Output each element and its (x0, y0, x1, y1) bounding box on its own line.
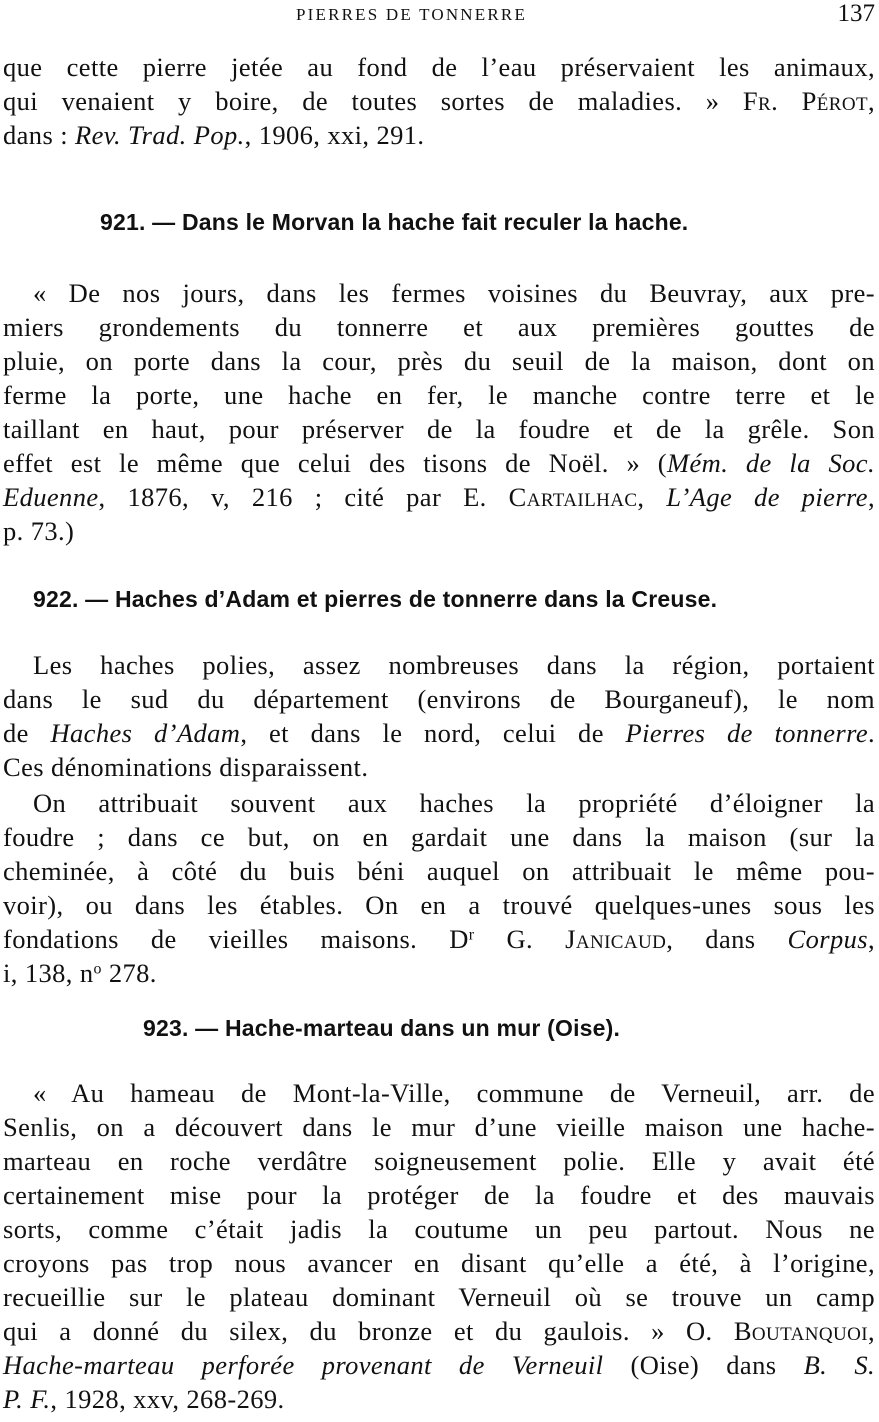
article-title: Hache-marteau perforée provenant de Verneuil (3, 1350, 604, 1380)
text-line: i, 138, $n^o$ 278. (3, 958, 157, 988)
journal-title: Rev. Trad. Pop. (75, 120, 245, 150)
author-name: Fr. Pérot (742, 86, 868, 116)
journal-title: Mém. de la Soc. (667, 448, 875, 478)
text-line: sorts, comme c’était jadis la coutume un peu partout. Nous ne (3, 1214, 875, 1244)
text-line: P. F., 1928, xxv, 268-269. (3, 1384, 285, 1414)
text-line: effet est le même que celui des tisons de Noël. » (Mém. de la Soc. (3, 448, 875, 478)
page-number: 137 (837, 0, 875, 27)
text-line: qui venaient y boire, de toutes sortes de maladies. » Fr. Pérot, (3, 86, 875, 116)
text-line: « De nos jours, dans les fermes voisines du Beuvray, aux pre- (33, 278, 875, 308)
text-line: « Au hameau de Mont-la-Ville, commune de Verneuil, arr. de (33, 1078, 875, 1108)
text-line: Eduenne, 1876, v, 216 ; cité par E. Cartailhac, L’Age de pierre, (3, 482, 875, 512)
text-line: certainement mise pour la protéger de la foudre et des mauvais (3, 1180, 875, 1210)
text-line: croyons pas trop nous avancer en disant qu’elle a été, à l’origine, (3, 1248, 875, 1278)
text-line: que cette pierre jetée au fond de l’eau préservaient les animaux, (3, 52, 875, 82)
text-line: On attribuait souvent aux haches la propriété d’éloigner la (33, 788, 875, 818)
text-line: taillant en haut, pour préserver de la foudre et de la grêle. Son (3, 414, 875, 444)
running-title: PIERRES DE TONNERRE (296, 5, 528, 24)
text-line: fondations de vieilles maisons. $D^r$ G. Janicaud, dans Corpus, (3, 924, 875, 954)
text-line: p. 73.) (3, 516, 75, 546)
text-line: voir), ou dans les étables. On en a trouvé quelques-unes sous les (3, 890, 875, 920)
text-line: pluie, on porte dans la cour, près du seuil de la maison, dont on (3, 346, 875, 376)
section-heading-923: 923. — Hache-marteau dans un mur (Oise). (143, 1015, 621, 1041)
section-heading-922: 922. — Haches d’Adam et pierres de tonnerre dans la Creuse. (33, 586, 718, 612)
text-line: dans le sud du département (environs de Bourganeuf), le nom (3, 684, 875, 714)
author-name: Janicaud (565, 924, 667, 954)
text-line: Senlis, on a découvert dans le mur d’une vieille maison une hache- (3, 1112, 875, 1142)
text-line: foudre ; dans ce but, on en gardait une dans la maison (sur la (3, 822, 875, 852)
text-line: recueillie sur le plateau dominant Verneuil où se trouve un camp (3, 1282, 875, 1312)
author-name: Boutanquoi (733, 1316, 868, 1346)
text-line: cheminée, à côté du buis béni auquel on attribuait le même pou- (3, 856, 875, 886)
journal-title: Corpus (787, 924, 868, 954)
page-header (0, 2, 879, 28)
text-line: de Haches d’Adam, et dans le nord, celui de Pierres de tonnerre. (3, 718, 876, 748)
text-line: miers grondements du tonnerre et aux premières gouttes de (3, 312, 875, 342)
author-name: Cartailhac (508, 482, 638, 512)
text-line: marteau en roche verdâtre soigneusement polie. Elle y avait été (3, 1146, 875, 1176)
text-line: Ces dénominations disparaissent. (3, 752, 369, 782)
text-line: Les haches polies, assez nombreuses dans la région, portaient (33, 650, 875, 680)
text-line: Hache-marteau perforée provenant de Verneuil (Oise) dans B. S. (3, 1350, 875, 1380)
book-title: L’Age de pierre (666, 482, 868, 512)
text-line: qui a donné du silex, du bronze et du gaulois. » O. Boutanquoi, (3, 1316, 875, 1346)
text-line: ferme la porte, une hache en fer, le manche contre terre et le (3, 380, 875, 410)
text-line: dans : Rev. Trad. Pop., 1906, xxi, 291. (3, 120, 425, 150)
journal-title: B. S. (803, 1350, 875, 1380)
section-heading-921: 921. — Dans le Morvan la hache fait reculer la hache. (100, 209, 689, 235)
